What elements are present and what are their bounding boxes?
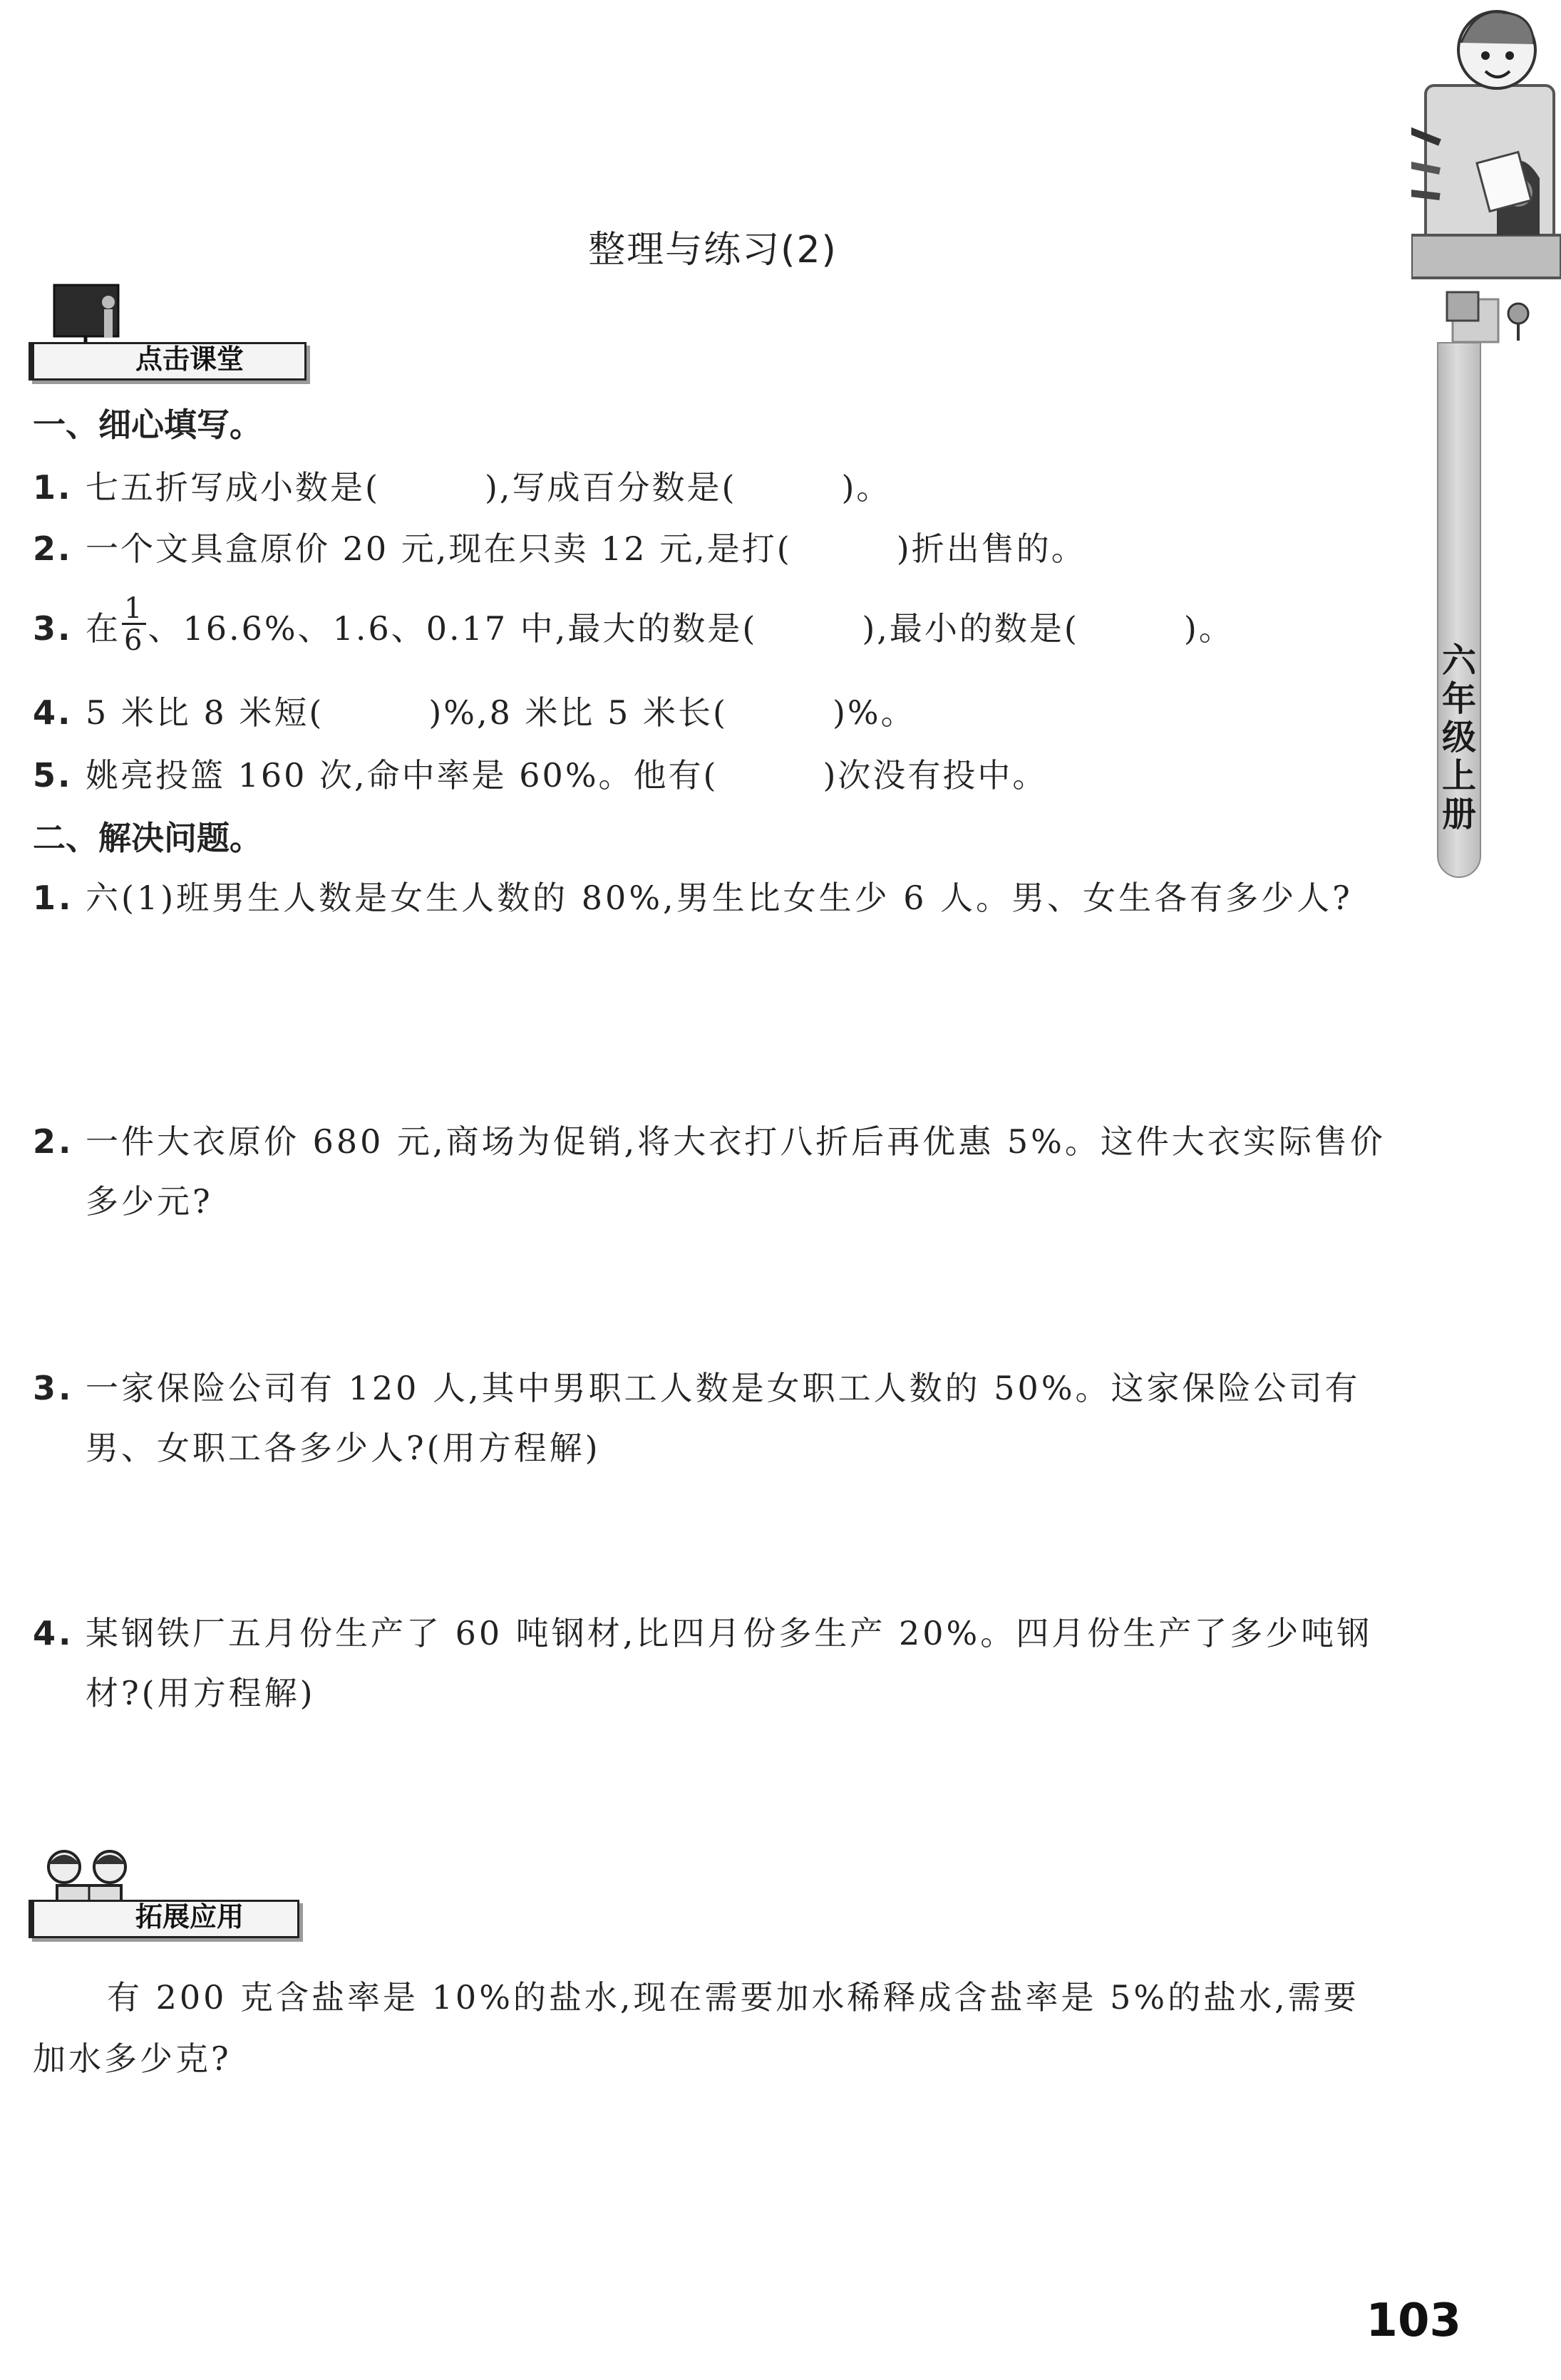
problem-number: 1. xyxy=(33,879,74,917)
item-number: 2. xyxy=(33,529,73,568)
item-text-after: 、16.6%、1.6、0.17 中,最大的数是( ),最小的数是( )。 xyxy=(148,609,1234,648)
part1-title: 一、细心填写。 xyxy=(33,405,262,444)
item-number: 4. xyxy=(33,693,73,732)
blackboard-teacher-icon xyxy=(50,281,128,345)
cartoon-decoration xyxy=(1411,0,1561,891)
item-text-before: 在 xyxy=(86,609,120,648)
problem-text: 某钢铁厂五月份生产了 60 吨钢材,比四月份多生产 20%。四月份生产了多少吨钢材?(用方程解) xyxy=(86,1614,1373,1712)
problem-number: 2. xyxy=(33,1122,74,1161)
fill-item-1 xyxy=(33,457,1387,517)
item-text: 七五折写成小数是( ),写成百分数是( )。 xyxy=(86,468,892,507)
item-text: 姚亮投篮 160 次,命中率是 60%。他有( )次没有投中。 xyxy=(86,756,1048,795)
classroom-banner-label: 点击课堂 xyxy=(135,343,244,375)
problem-text: 六(1)班男生人数是女生人数的 80%,男生比女生少 6 人。男、女生各有多少人? xyxy=(86,879,1353,917)
fraction-one-sixth xyxy=(122,591,146,657)
problem-2 xyxy=(33,1112,1387,1231)
classroom-section-header xyxy=(29,295,314,381)
fraction-denominator: 6 xyxy=(122,623,146,655)
item-text: 5 米比 8 米短( )%,8 米比 5 米长( )%。 xyxy=(86,693,916,732)
item-number: 3. xyxy=(33,609,73,648)
problem-number: 4. xyxy=(33,1614,74,1652)
problem-1 xyxy=(33,868,1387,928)
fill-item-2 xyxy=(33,519,1387,579)
fraction-numerator: 1 xyxy=(124,591,145,625)
extension-problem-text: 有 200 克含盐率是 10%的盐水,现在需要加水稀释成含盐率是 5%的盐水,需要加水多少克? xyxy=(33,1978,1359,2078)
problem-text: 一家保险公司有 120 人,其中男职工人数是女职工人数的 50%。这家保险公司有男、女职工各多少人?(用方程解) xyxy=(86,1369,1361,1467)
fill-item-5 xyxy=(33,745,1387,805)
page-title: 整理与练习(2) xyxy=(588,229,838,271)
problem-4 xyxy=(33,1603,1387,1723)
page-number: 103 xyxy=(1366,2294,1461,2347)
extension-banner-label: 拓展应用 xyxy=(135,1901,244,1933)
extension-section-header xyxy=(29,1853,314,1938)
item-number: 5. xyxy=(33,756,73,795)
problem-3 xyxy=(33,1358,1387,1478)
item-number: 1. xyxy=(33,468,73,507)
fill-item-3 xyxy=(33,591,1387,662)
fill-item-4 xyxy=(33,683,1387,743)
grade-side-tab-label: 六 年 级 上 册 xyxy=(1441,641,1476,834)
problem-number: 3. xyxy=(33,1369,74,1407)
part2-title: 二、解决问题。 xyxy=(33,819,262,857)
item-text: 一个文具盒原价 20 元,现在只卖 12 元,是打( )折出售的。 xyxy=(86,529,1086,568)
problem-text: 一件大衣原价 680 元,商场为促销,将大衣打八折后再优惠 5%。这件大衣实际售价多少元? xyxy=(86,1122,1386,1221)
